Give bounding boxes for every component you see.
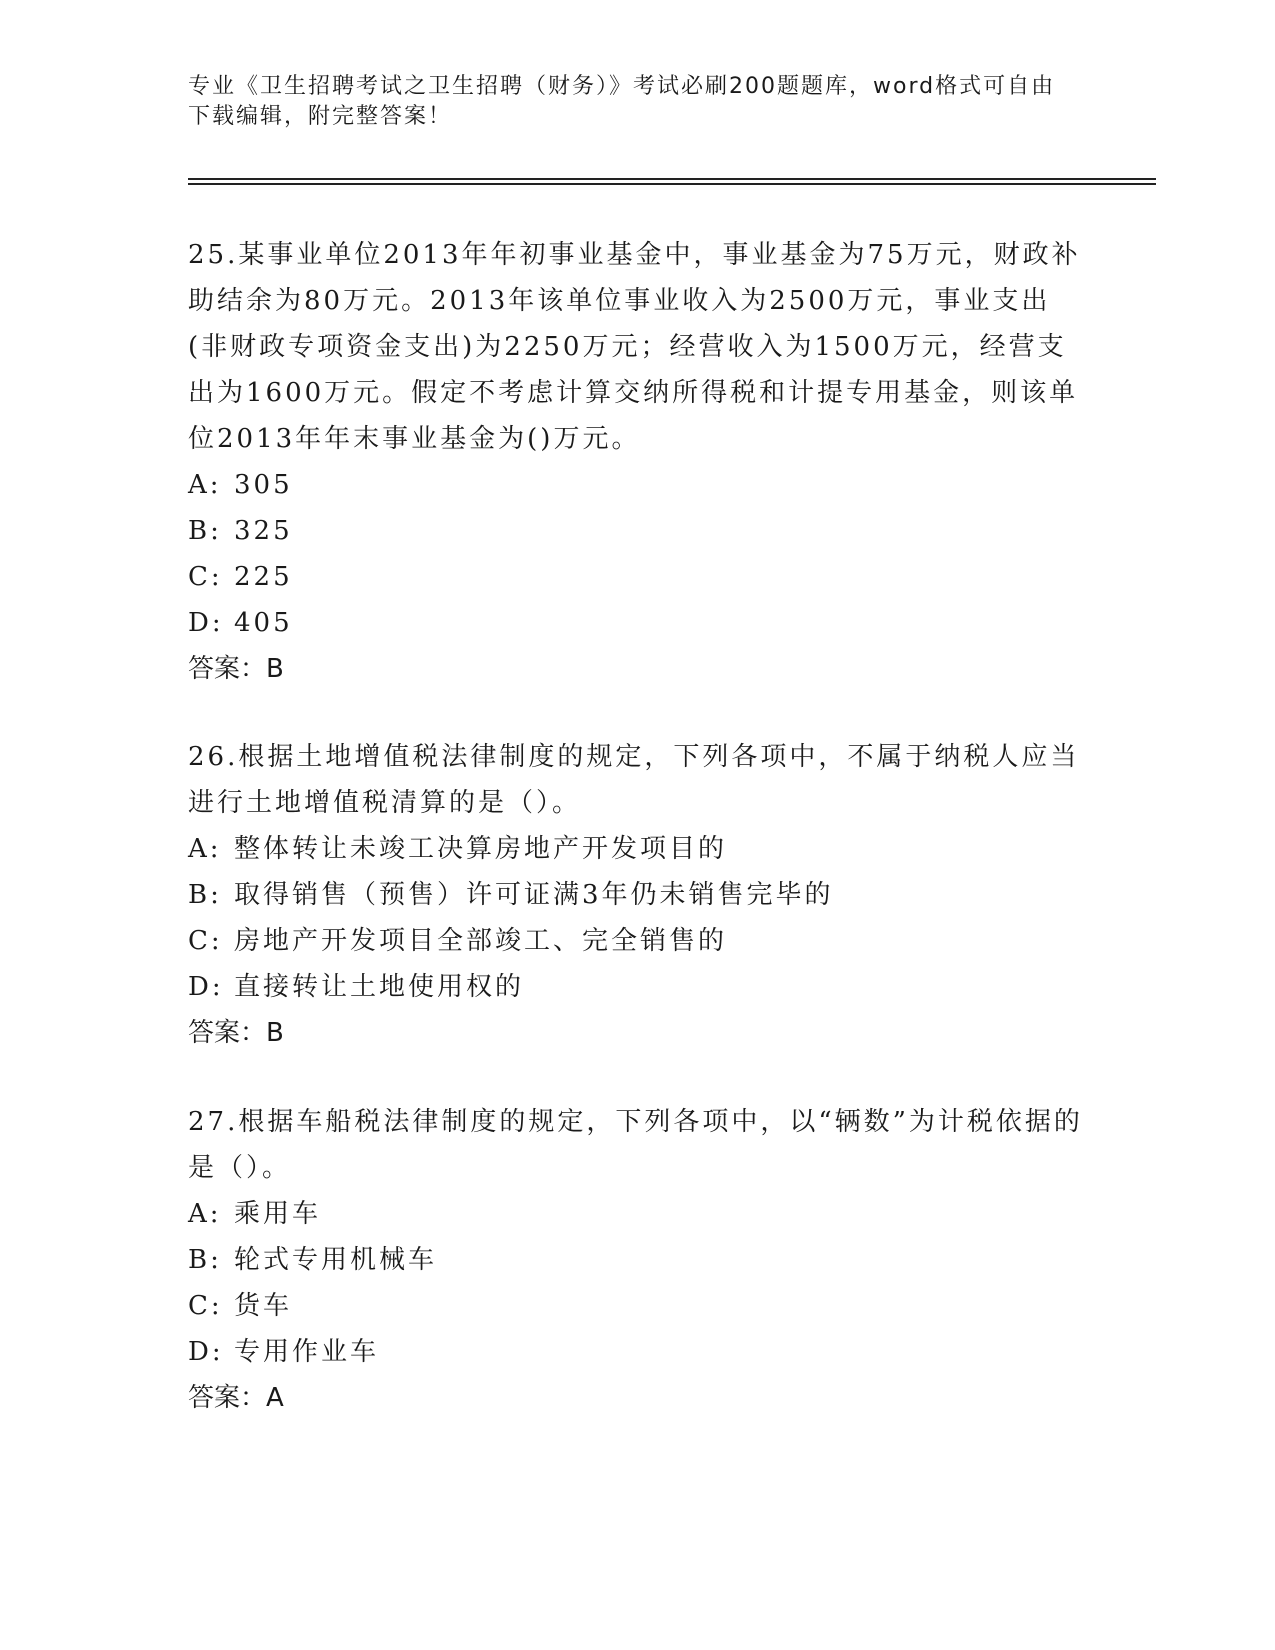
question-block	[188, 232, 1088, 692]
question-stem: 26.根据土地增值税法律制度的规定，下列各项中，不属于纳税人应当进行土地增值税清算的是（）。	[188, 742, 1080, 818]
question-stem: 27.根据车船税法律制度的规定，下列各项中，以“辆数”为计税依据的是（）。	[188, 1107, 1083, 1183]
option-b	[188, 508, 1088, 554]
option-d	[188, 600, 1088, 646]
option-text: 取得销售（预售）许可证满3年仍未销售完毕的	[234, 880, 834, 910]
option-text: 轮式专用机械车	[234, 1245, 438, 1275]
option-letter: C:	[188, 926, 223, 956]
header-divider-bottom	[188, 183, 1156, 185]
option-d	[188, 964, 1088, 1010]
option-text: 225	[234, 562, 293, 592]
option-letter: A:	[188, 1199, 222, 1229]
option-text: 乘用车	[234, 1199, 322, 1229]
question-block	[188, 1099, 1088, 1421]
option-letter: D:	[188, 608, 224, 638]
option-a	[188, 462, 1088, 508]
option-c	[188, 1283, 1088, 1329]
answer: 答案：A	[188, 1383, 284, 1413]
option-letter: B:	[188, 1245, 222, 1275]
answer: 答案：B	[188, 1018, 284, 1048]
option-letter: B:	[188, 516, 222, 546]
option-text: 405	[234, 608, 293, 638]
option-c	[188, 554, 1088, 600]
option-a	[188, 1191, 1088, 1237]
option-letter: B:	[188, 880, 222, 910]
option-d	[188, 1329, 1088, 1375]
option-c	[188, 918, 1088, 964]
option-letter: C:	[188, 1291, 223, 1321]
option-text: 305	[234, 470, 293, 500]
option-text: 货车	[234, 1291, 293, 1321]
option-letter: A:	[188, 834, 222, 864]
option-b	[188, 872, 1088, 918]
question-stem: 25.某事业单位2013年年初事业基金中，事业基金为75万元，财政补助结余为80万元。2013年该单位事业收入为2500万元，事业支出(非财政专项资金支出)为2250万元；经营收入为1500万元，经营支出为1600万元。假定不考虑计算交纳所得税和计提专用基金，则该单位2013年年末事业基金为()万元。	[188, 240, 1081, 454]
option-text: 325	[234, 516, 293, 546]
answer: 答案：B	[188, 654, 284, 684]
option-text: 专用作业车	[234, 1337, 380, 1367]
option-letter: D:	[188, 972, 224, 1002]
option-text: 直接转让土地使用权的	[234, 972, 525, 1002]
option-a	[188, 826, 1088, 872]
option-b	[188, 1237, 1088, 1283]
document-header: 专业《卫生招聘考试之卫生招聘（财务）》考试必刷200题题库，word格式可自由下载编辑，附完整答案！	[188, 74, 1056, 129]
option-text: 整体转让未竣工决算房地产开发项目的	[234, 834, 728, 864]
option-letter: D:	[188, 1337, 224, 1367]
option-letter: A:	[188, 470, 222, 500]
option-letter: C:	[188, 562, 223, 592]
question-block	[188, 734, 1088, 1056]
header-divider-top	[188, 178, 1156, 180]
option-text: 房地产开发项目全部竣工、完全销售的	[234, 926, 728, 956]
